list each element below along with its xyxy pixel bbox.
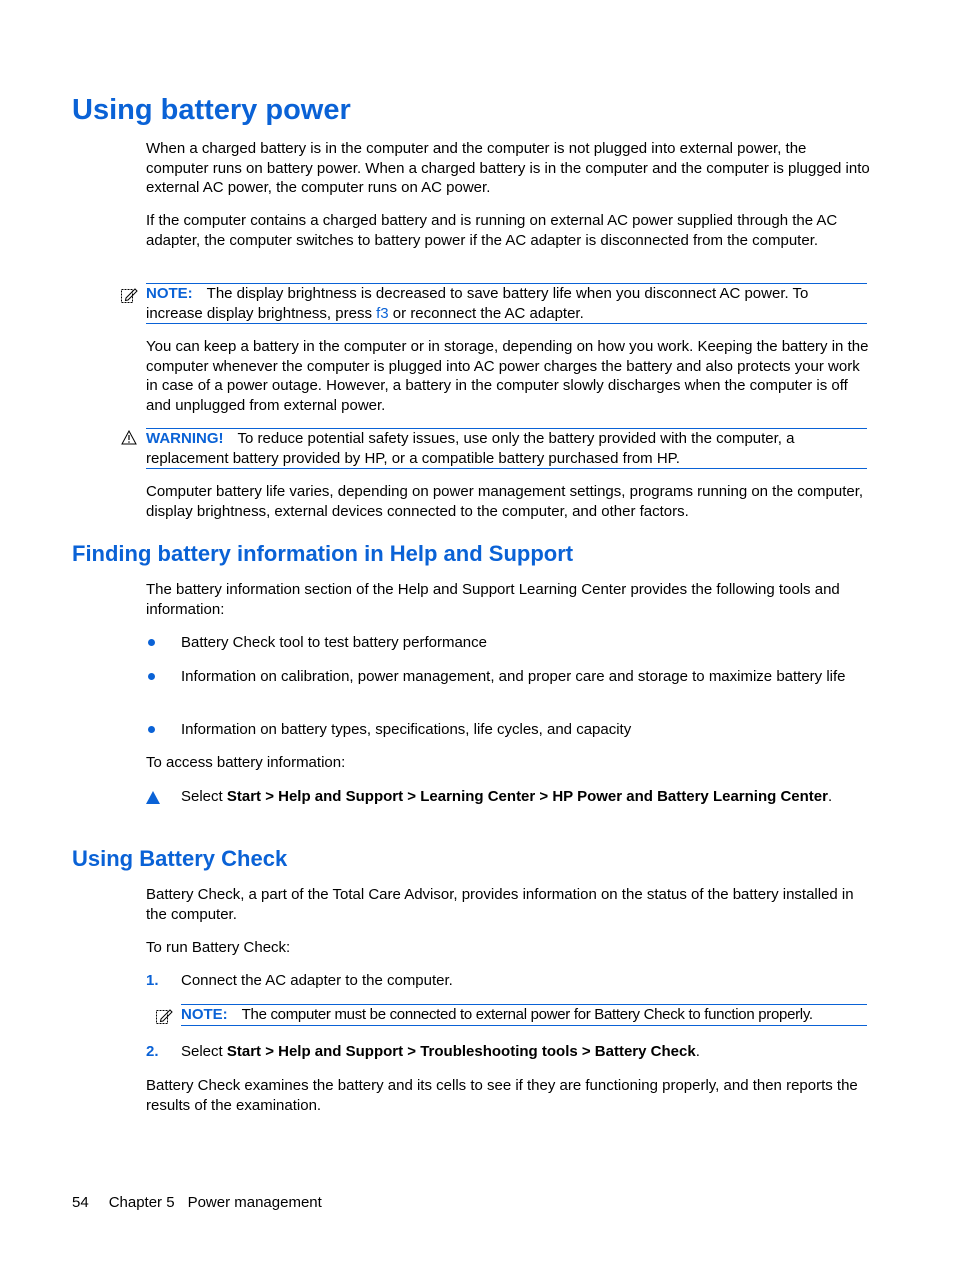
step-number: 1.	[146, 972, 159, 989]
note-label: NOTE:	[146, 285, 193, 302]
chapter-title: Power management	[187, 1194, 322, 1211]
note-text: The computer must be connected to external power for Battery Check to function properly.	[241, 1006, 813, 1023]
run-instruction: To run Battery Check:	[146, 939, 291, 956]
note-text: The display brightness is decreased to save battery life when you disconnect AC power. To increase display brightness, press	[146, 285, 809, 322]
triangle-step-icon	[146, 791, 160, 804]
step-1-text: Connect the AC adapter to the computer.	[181, 972, 453, 989]
note-label: NOTE:	[181, 1006, 228, 1023]
bullet-icon	[148, 726, 155, 733]
f3-key-link[interactable]: f3	[376, 304, 389, 322]
battery-check-outro: Battery Check examines the battery and its cells to see if they are functioning properly, and then reports the results of the examination.	[146, 1077, 858, 1114]
step-number: 2.	[146, 1043, 159, 1060]
warning-icon	[121, 430, 137, 445]
warning-label: WARNING!	[146, 430, 224, 447]
list-item: Battery Check tool to test battery performance	[181, 634, 487, 651]
page-title: Using battery power	[72, 94, 351, 126]
menu-path: Start > Help and Support > Troubleshooting tools > Battery Check	[226, 1043, 696, 1060]
storage-paragraph: You can keep a battery in the computer or in storage, depending on how you work. Keeping the battery in the computer whenever the computer is plugged into AC power charges the battery and also protects your work in case of a power outage. However, a battery in the computer slowly discharges when the computer is off and unplugged from external power.	[146, 338, 869, 414]
bullet-icon	[148, 673, 155, 680]
note-external-power	[181, 1004, 867, 1026]
page-footer	[72, 1193, 322, 1213]
section1-intro: The battery information section of the Help and Support Learning Center provides the following tools and information:	[146, 581, 840, 618]
page-number: 54	[72, 1194, 89, 1211]
note-brightness	[146, 283, 867, 324]
menu-path: Start > Help and Support > Learning Center > HP Power and Battery Learning Center	[226, 788, 828, 805]
chapter-label: Chapter 5	[108, 1194, 175, 1211]
note-icon	[155, 1007, 173, 1025]
section-heading-using-battery-check: Using Battery Check	[72, 846, 288, 871]
warning-text: To reduce potential safety issues, use only the battery provided with the computer, a replacement battery provided by HP, or a compatible battery purchased from HP.	[146, 430, 795, 467]
note-icon	[120, 286, 138, 304]
access-instruction: To access battery information:	[146, 754, 346, 771]
bullet-icon	[148, 639, 155, 646]
access-step: Select Start > Help and Support > Learning Center > HP Power and Battery Learning Center.	[181, 788, 833, 805]
intro-paragraph-2: If the computer contains a charged battery and is running on external AC power supplied through the AC adapter, the computer switches to battery power if the AC adapter is disconnected from the computer.	[146, 212, 838, 249]
battery-life-paragraph: Computer battery life varies, depending on power management settings, programs running on the computer, display brightness, external devices connected to the computer, and other factors.	[146, 483, 864, 520]
list-item: Information on calibration, power management, and proper care and storage to maximize battery life	[181, 668, 846, 685]
section2-intro: Battery Check, a part of the Total Care Advisor, provides information on the status of the battery installed in the computer.	[146, 886, 854, 923]
intro-paragraph-1: When a charged battery is in the computer and the computer is not plugged into external power, the computer runs on battery power. When a charged battery is in the computer and the computer is plugged into external AC power, the computer runs on AC power.	[146, 140, 870, 196]
list-item: Information on battery types, specifications, life cycles, and capacity	[181, 721, 632, 738]
warning-box	[146, 428, 867, 469]
section-heading-finding-battery-info: Finding battery information in Help and Support	[72, 541, 574, 566]
note-text-end: or reconnect the AC adapter.	[388, 304, 584, 322]
step-2-text: Select Start > Help and Support > Troubleshooting tools > Battery Check.	[181, 1043, 700, 1060]
